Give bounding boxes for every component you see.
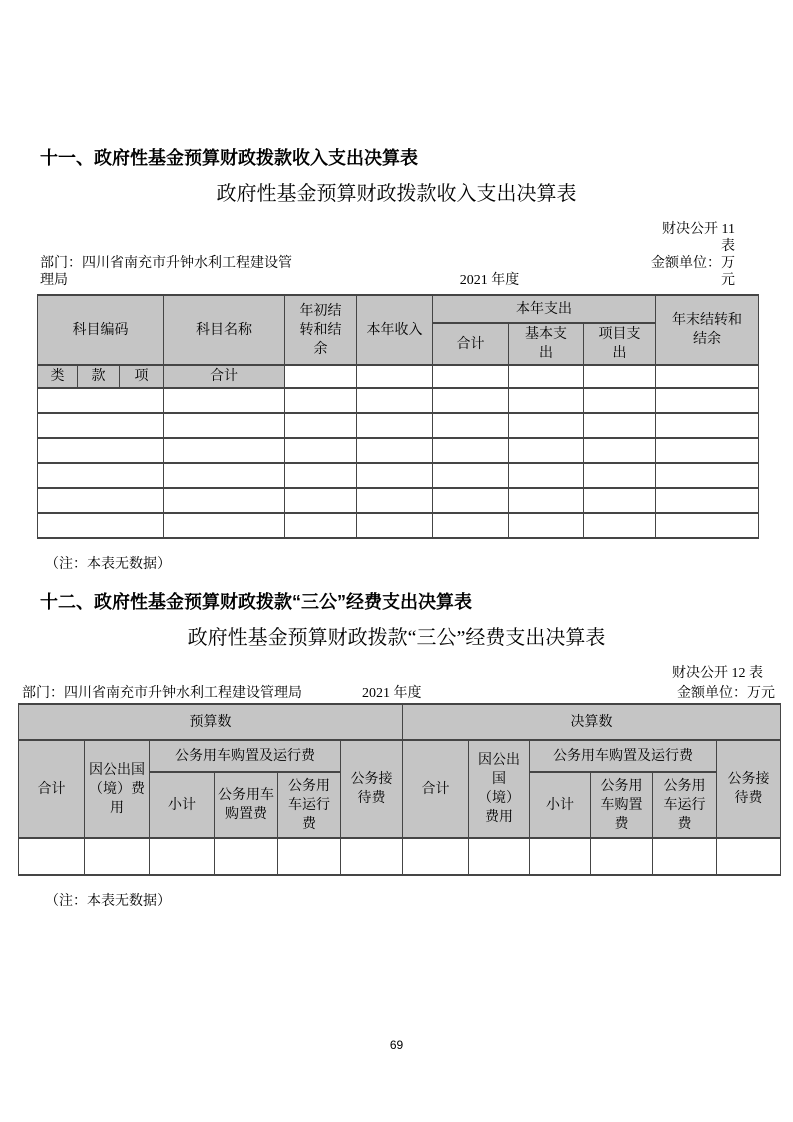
budget-col-operation: 公务用车运行费 [278, 772, 341, 838]
empty-cell [19, 838, 85, 875]
department-line2: 理局 [40, 273, 68, 288]
table1-refs [639, 221, 735, 289]
col-project-expense: 项目支出 [584, 323, 656, 365]
empty-cell [38, 488, 164, 513]
empty-cell [433, 388, 509, 413]
empty-cell [656, 365, 759, 388]
empty-cell [285, 438, 357, 463]
table2-year: 2021 年度 [362, 686, 422, 701]
empty-cell [285, 488, 357, 513]
empty-cell [357, 488, 433, 513]
empty-cell [433, 488, 509, 513]
table1-empty-row [38, 388, 759, 413]
table2-title: 政府性基金预算财政拨款“三公”经费支出决算表 [187, 627, 606, 649]
table1-unit-line2: 元 [721, 273, 735, 288]
empty-cell [285, 513, 357, 538]
empty-cell [38, 463, 164, 488]
empty-cell [433, 463, 509, 488]
table1-empty-row [38, 438, 759, 463]
empty-cell [584, 365, 656, 388]
empty-cell [38, 388, 164, 413]
empty-cell [433, 365, 509, 388]
empty-cell [509, 438, 584, 463]
empty-cell [509, 463, 584, 488]
total-row-label: 合计 [164, 365, 285, 388]
final-col-operation: 公务用车运行费 [653, 772, 717, 838]
code-class-cell: 类 [38, 365, 78, 388]
empty-cell [285, 463, 357, 488]
empty-cell [509, 513, 584, 538]
empty-cell [403, 838, 469, 875]
col-subject-name: 科目名称 [164, 295, 285, 365]
col-year-income: 本年收入 [357, 295, 433, 365]
table2-meta [22, 685, 775, 703]
empty-cell [530, 838, 591, 875]
final-col-abroad: 因公出国（境）费用 [469, 740, 530, 838]
col-begin-balance: 年初结转和结余 [285, 295, 357, 365]
budget-col-purchase: 公务用车购置费 [215, 772, 278, 838]
code-section-cell: 款 [78, 365, 120, 388]
empty-cell [717, 838, 781, 875]
col-expense-total: 合计 [433, 323, 509, 365]
final-col-reception: 公务接待费 [717, 740, 781, 838]
table1-title: 政府性基金预算财政拨款收入支出决算表 [216, 183, 577, 205]
empty-cell [278, 838, 341, 875]
budget-col-abroad: 因公出国（境）费用 [85, 740, 150, 838]
empty-cell [509, 388, 584, 413]
empty-cell [584, 388, 656, 413]
table1-doc-ref-line2: 表 [721, 239, 735, 254]
empty-cell [38, 438, 164, 463]
empty-cell [509, 488, 584, 513]
empty-cell [656, 488, 759, 513]
empty-cell [341, 838, 403, 875]
empty-cell [164, 463, 285, 488]
section11-heading: 十一、政府性基金预算财政拨款收入支出决算表 [40, 148, 418, 168]
empty-cell [433, 438, 509, 463]
budget-col-total: 合计 [19, 740, 85, 838]
empty-cell [357, 413, 433, 438]
empty-cell [357, 365, 433, 388]
budget-col-vehicle-group: 公务用车购置及运行费 [150, 740, 341, 772]
empty-cell [656, 413, 759, 438]
empty-cell [215, 838, 278, 875]
empty-cell [469, 838, 530, 875]
table1-empty-row [38, 488, 759, 513]
page-number: 69 [389, 1038, 404, 1052]
table1-unit-line1: 金额单位：万 [651, 256, 735, 271]
empty-cell [164, 488, 285, 513]
table1-note: （注：本表无数据） [45, 557, 171, 572]
empty-cell [357, 513, 433, 538]
empty-cell [38, 513, 164, 538]
empty-cell [433, 513, 509, 538]
empty-cell [584, 438, 656, 463]
empty-cell [164, 513, 285, 538]
budget-group-header: 预算数 [19, 704, 403, 740]
code-item-cell: 项 [120, 365, 164, 388]
empty-cell [85, 838, 150, 875]
empty-cell [357, 463, 433, 488]
empty-cell [357, 438, 433, 463]
empty-cell [584, 463, 656, 488]
col-subject-code: 科目编码 [38, 295, 164, 365]
empty-cell [164, 388, 285, 413]
budget-col-subtotal: 小计 [150, 772, 215, 838]
fund-budget-income-expense-table [37, 294, 759, 539]
budget-col-reception: 公务接待费 [341, 740, 403, 838]
empty-cell [584, 488, 656, 513]
final-col-subtotal: 小计 [530, 772, 591, 838]
col-end-balance: 年末结转和结余 [656, 295, 759, 365]
empty-cell [509, 413, 584, 438]
table2-note: （注：本表无数据） [45, 894, 171, 909]
department-line1: 部门：四川省南充市升钟水利工程建设管 [40, 256, 292, 271]
final-col-total: 合计 [403, 740, 469, 838]
empty-cell [285, 388, 357, 413]
empty-cell [164, 438, 285, 463]
empty-cell [285, 413, 357, 438]
table1-empty-row [38, 463, 759, 488]
final-col-purchase: 公务用车购置费 [591, 772, 653, 838]
table1-meta [40, 221, 735, 289]
empty-cell [433, 413, 509, 438]
table1-empty-rows [38, 388, 759, 538]
empty-cell [653, 838, 717, 875]
col-basic-expense: 基本支出 [509, 323, 584, 365]
col-year-expense-group: 本年支出 [433, 295, 656, 323]
empty-cell [150, 838, 215, 875]
empty-cell [285, 365, 357, 388]
three-public-expense-table [18, 703, 781, 876]
empty-cell [509, 365, 584, 388]
empty-cell [357, 388, 433, 413]
empty-cell [584, 413, 656, 438]
final-col-vehicle-group: 公务用车购置及运行费 [530, 740, 717, 772]
table1-empty-row [38, 513, 759, 538]
empty-cell [656, 513, 759, 538]
empty-cell [38, 413, 164, 438]
table1-department [40, 255, 340, 289]
section12-heading: 十二、政府性基金预算财政拨款“三公”经费支出决算表 [40, 592, 472, 612]
empty-cell [656, 463, 759, 488]
table2-unit: 金额单位：万元 [677, 686, 775, 701]
final-group-header: 决算数 [403, 704, 781, 740]
empty-cell [656, 438, 759, 463]
table2-doc-ref: 财决公开 12 表 [672, 666, 763, 681]
table1-empty-row [38, 413, 759, 438]
empty-cell [164, 413, 285, 438]
table1-year: 2021 年度 [459, 273, 520, 288]
empty-cell [656, 388, 759, 413]
table1-doc-ref-line1: 财决公开 11 [662, 222, 735, 237]
empty-cell [591, 838, 653, 875]
table2-department: 部门：四川省南充市升钟水利工程建设管理局 [22, 686, 302, 701]
empty-cell [584, 513, 656, 538]
